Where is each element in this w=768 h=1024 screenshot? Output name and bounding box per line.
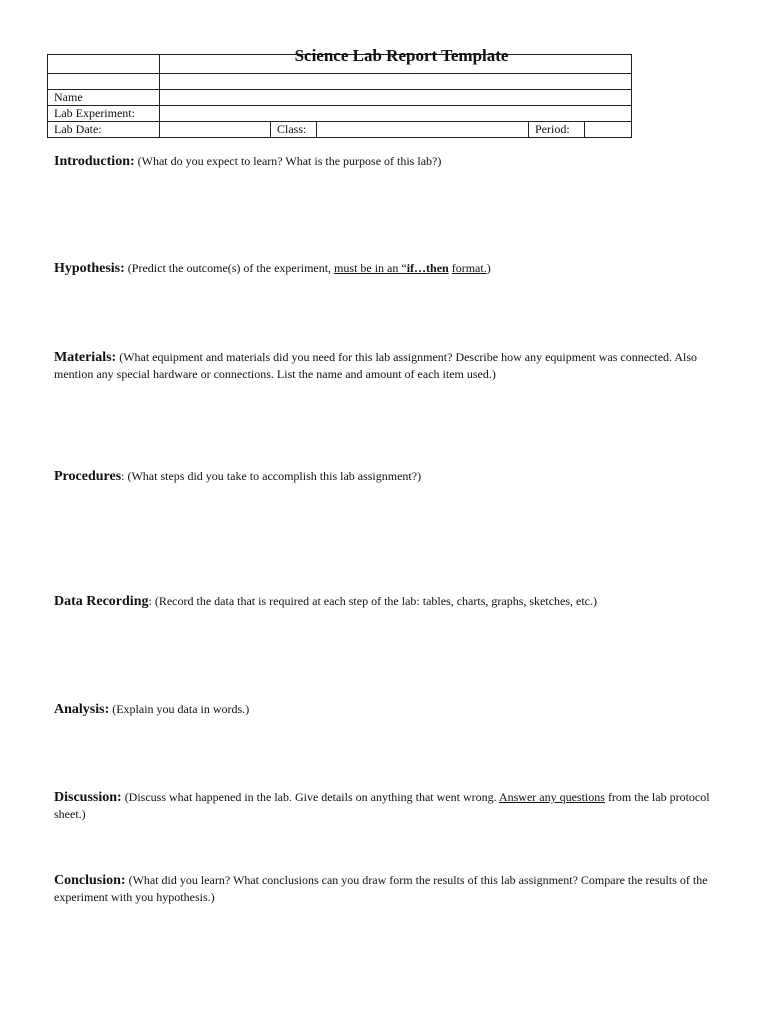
- procedures-prompt: (What steps did you take to accomplish this lab assignment?): [127, 469, 422, 483]
- blank-label-cell: [48, 74, 160, 90]
- data-recording-colon: :: [148, 594, 152, 608]
- period-field[interactable]: [585, 122, 632, 138]
- introduction-heading: Introduction:: [54, 154, 135, 169]
- data-recording-section: [54, 593, 714, 610]
- document-title: Science Lab Report Template: [294, 46, 509, 65]
- lab-experiment-label: Lab Experiment:: [48, 106, 160, 122]
- discussion-section: [54, 789, 714, 822]
- lab-date-label: Lab Date:: [48, 122, 160, 138]
- title-cell: [160, 46, 632, 74]
- lab-info-table: [47, 46, 632, 138]
- conclusion-heading: Conclusion:: [54, 873, 126, 888]
- data-recording-prompt: (Record the data that is required at each step of the lab: tables, charts, graphs, sketches, etc.): [154, 594, 598, 608]
- lab-date-field[interactable]: [160, 122, 271, 138]
- title-row-blank-cell: [48, 55, 160, 74]
- discussion-prompt-end: from the lab protocol sheet.): [54, 790, 710, 821]
- lab-experiment-field[interactable]: [160, 106, 632, 122]
- hypothesis-prompt-start: (Predict the outcome(s) of the experiment,: [127, 261, 332, 275]
- hypothesis-section: [54, 260, 714, 277]
- discussion-answer-questions-text: Answer any questions: [498, 790, 605, 804]
- procedures-heading: Procedures: [54, 469, 122, 484]
- hypothesis-prompt-end: ): [486, 261, 491, 275]
- hypothesis-if-then-text: if…then: [406, 261, 449, 275]
- conclusion-prompt: (What did you learn? What conclusions can you draw form the results of this lab assignment? Compare the results of the experiment with you hypothesis.): [54, 873, 708, 904]
- introduction-prompt: (What do you expect to learn? What is the purpose of this lab?): [137, 154, 442, 168]
- discussion-prompt-start: (Discuss what happened in the lab. Give details on anything that went wrong.: [124, 790, 497, 804]
- hypothesis-heading: Hypothesis:: [54, 261, 125, 276]
- introduction-section: [54, 153, 714, 170]
- materials-prompt: (What equipment and materials did you need for this lab assignment? Describe how any equipment was connected. Also mention any special hardware or connections. List the name and amount of each item used.): [54, 350, 698, 381]
- name-label: Name: [48, 90, 160, 106]
- class-label: Class:: [271, 122, 317, 138]
- hypothesis-format-text: format.: [451, 261, 487, 275]
- conclusion-section: [54, 872, 714, 905]
- materials-heading: Materials:: [54, 350, 117, 365]
- class-field[interactable]: [317, 122, 529, 138]
- procedures-colon: :: [121, 469, 125, 483]
- name-field[interactable]: [160, 90, 632, 106]
- period-label: Period:: [529, 122, 585, 138]
- analysis-section: [54, 701, 714, 718]
- analysis-prompt: (Explain you data in words.): [112, 702, 250, 716]
- analysis-heading: Analysis:: [54, 702, 110, 717]
- blank-value-cell[interactable]: [160, 74, 632, 90]
- hypothesis-underlined-text: must be in an “: [334, 261, 407, 275]
- discussion-heading: Discussion:: [54, 790, 122, 805]
- materials-section: [54, 349, 714, 382]
- procedures-section: [54, 468, 714, 485]
- data-recording-heading: Data Recording: [54, 594, 149, 609]
